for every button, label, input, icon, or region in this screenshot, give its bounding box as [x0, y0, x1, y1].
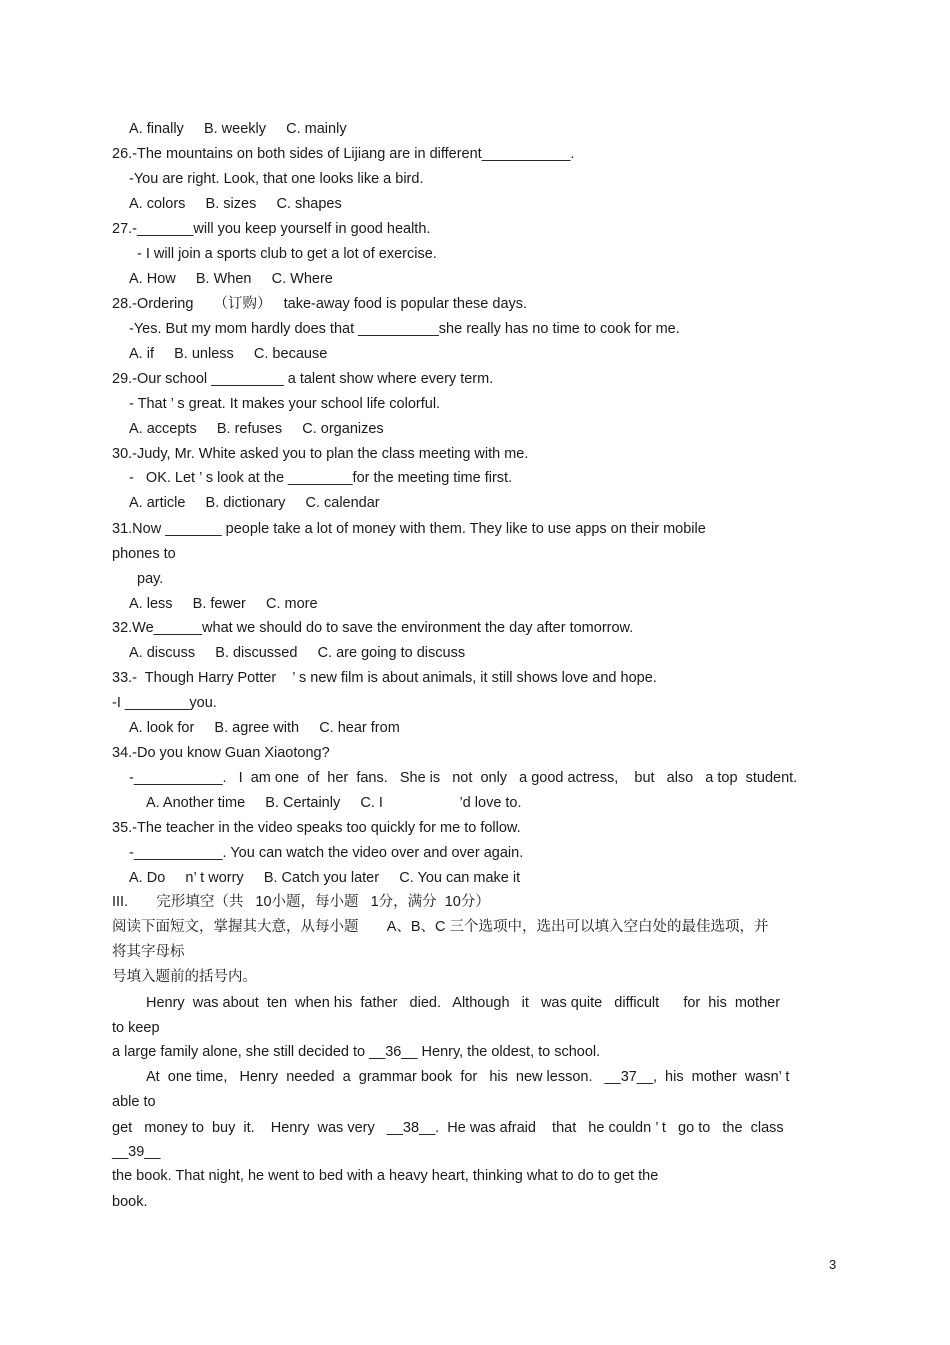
passage-paragraph-2-cont4: the book. That night, he went to bed with a heavy heart, thinking what to do to get the: [112, 1168, 659, 1184]
q27-response: - I will join a sports club to get a lot of exercise.: [137, 246, 437, 262]
q31-question-cont: phones to: [112, 546, 176, 562]
q30-options: A. article B. dictionary C. calendar: [129, 495, 380, 511]
passage-paragraph-2-cont2: get money to buy it. Henry was very __38__. He was afraid that he couldn ’ t go to the class: [112, 1120, 784, 1136]
section-iii-heading: III. 完形填空（共 10小题，每小题 1分，满分 10分）: [112, 894, 490, 910]
q34-options: A. Another time B. Certainly C. I ’d love to.: [146, 795, 522, 811]
passage-paragraph-2-cont5: book.: [112, 1194, 148, 1210]
q31-question: 31.Now _______ people take a lot of money with them. They like to use apps on their mobile: [112, 521, 706, 537]
q25-options: A. finally B. weekly C. mainly: [129, 121, 347, 137]
q34-response: -___________. I am one of her fans. She is not only a good actress, but also a top student.: [129, 770, 798, 786]
q26-options: A. colors B. sizes C. shapes: [129, 196, 342, 212]
q27-options: A. How B. When C. Where: [129, 271, 333, 287]
q33-question: 33.- Though Harry Potter ’ s new film is about animals, it still shows love and hope.: [112, 670, 657, 686]
passage-paragraph-2-cont3: __39__: [112, 1144, 161, 1160]
passage-paragraph-2-cont: able to: [112, 1094, 156, 1110]
q30-question: 30.-Judy, Mr. White asked you to plan the class meeting with me.: [112, 446, 529, 462]
q28-options: A. if B. unless C. because: [129, 346, 328, 362]
q29-question: 29.-Our school _________ a talent show where every term.: [112, 371, 494, 387]
q31-question-cont2: pay.: [137, 571, 164, 587]
q29-response: - That ’ s great. It makes your school life colorful.: [129, 396, 441, 412]
q27-question: 27.-_______will you keep yourself in good health.: [112, 221, 431, 237]
q32-question: 32.We______what we should do to save the environment the day after tomorrow.: [112, 620, 634, 636]
q35-response: -___________. You can watch the video over and over again.: [129, 845, 524, 861]
section-iii-instructions-cont: 将其字母标: [112, 944, 185, 960]
passage-paragraph-1-cont: to keep: [112, 1020, 160, 1036]
q31-options: A. less B. fewer C. more: [129, 596, 318, 612]
q34-question: 34.-Do you know Guan Xiaotong?: [112, 745, 330, 761]
q26-response: -You are right. Look, that one looks like a bird.: [129, 171, 424, 187]
q30-response: - OK. Let ’ s look at the ________for the meeting time first.: [129, 470, 513, 486]
passage-paragraph-1: Henry was about ten when his father died. Although it was quite difficult for his mother: [146, 995, 781, 1011]
q32-options: A. discuss B. discussed C. are going to discuss: [129, 645, 466, 661]
q35-question: 35.-The teacher in the video speaks too quickly for me to follow.: [112, 820, 521, 836]
passage-paragraph-2: At one time, Henry needed a grammar book for his new lesson. __37__, his mother wasn’ t: [146, 1069, 790, 1085]
passage-paragraph-1-cont2: a large family alone, she still decided to __36__ Henry, the oldest, to school.: [112, 1044, 601, 1060]
section-iii-instructions-cont2: 号填入题前的括号内。: [112, 969, 257, 985]
q33-response: -I ________you.: [112, 695, 217, 711]
section-iii-instructions: 阅读下面短文，掌握其大意，从每小题 A、B、C 三个选项中，选出可以填入空白处的最佳选项，并: [112, 919, 769, 935]
q35-options: A. Do n’ t worry B. Catch you later C. You can make it: [129, 870, 521, 886]
q33-options: A. look for B. agree with C. hear from: [129, 720, 400, 736]
q26-question: 26.-The mountains on both sides of Lijiang are in different___________.: [112, 146, 575, 162]
q28-question: 28.-Ordering （订购） take-away food is popular these days.: [112, 296, 528, 312]
page-number: 3: [829, 1257, 837, 1272]
q28-response: -Yes. But my mom hardly does that __________she really has no time to cook for me.: [129, 321, 680, 337]
q29-options: A. accepts B. refuses C. organizes: [129, 421, 384, 437]
